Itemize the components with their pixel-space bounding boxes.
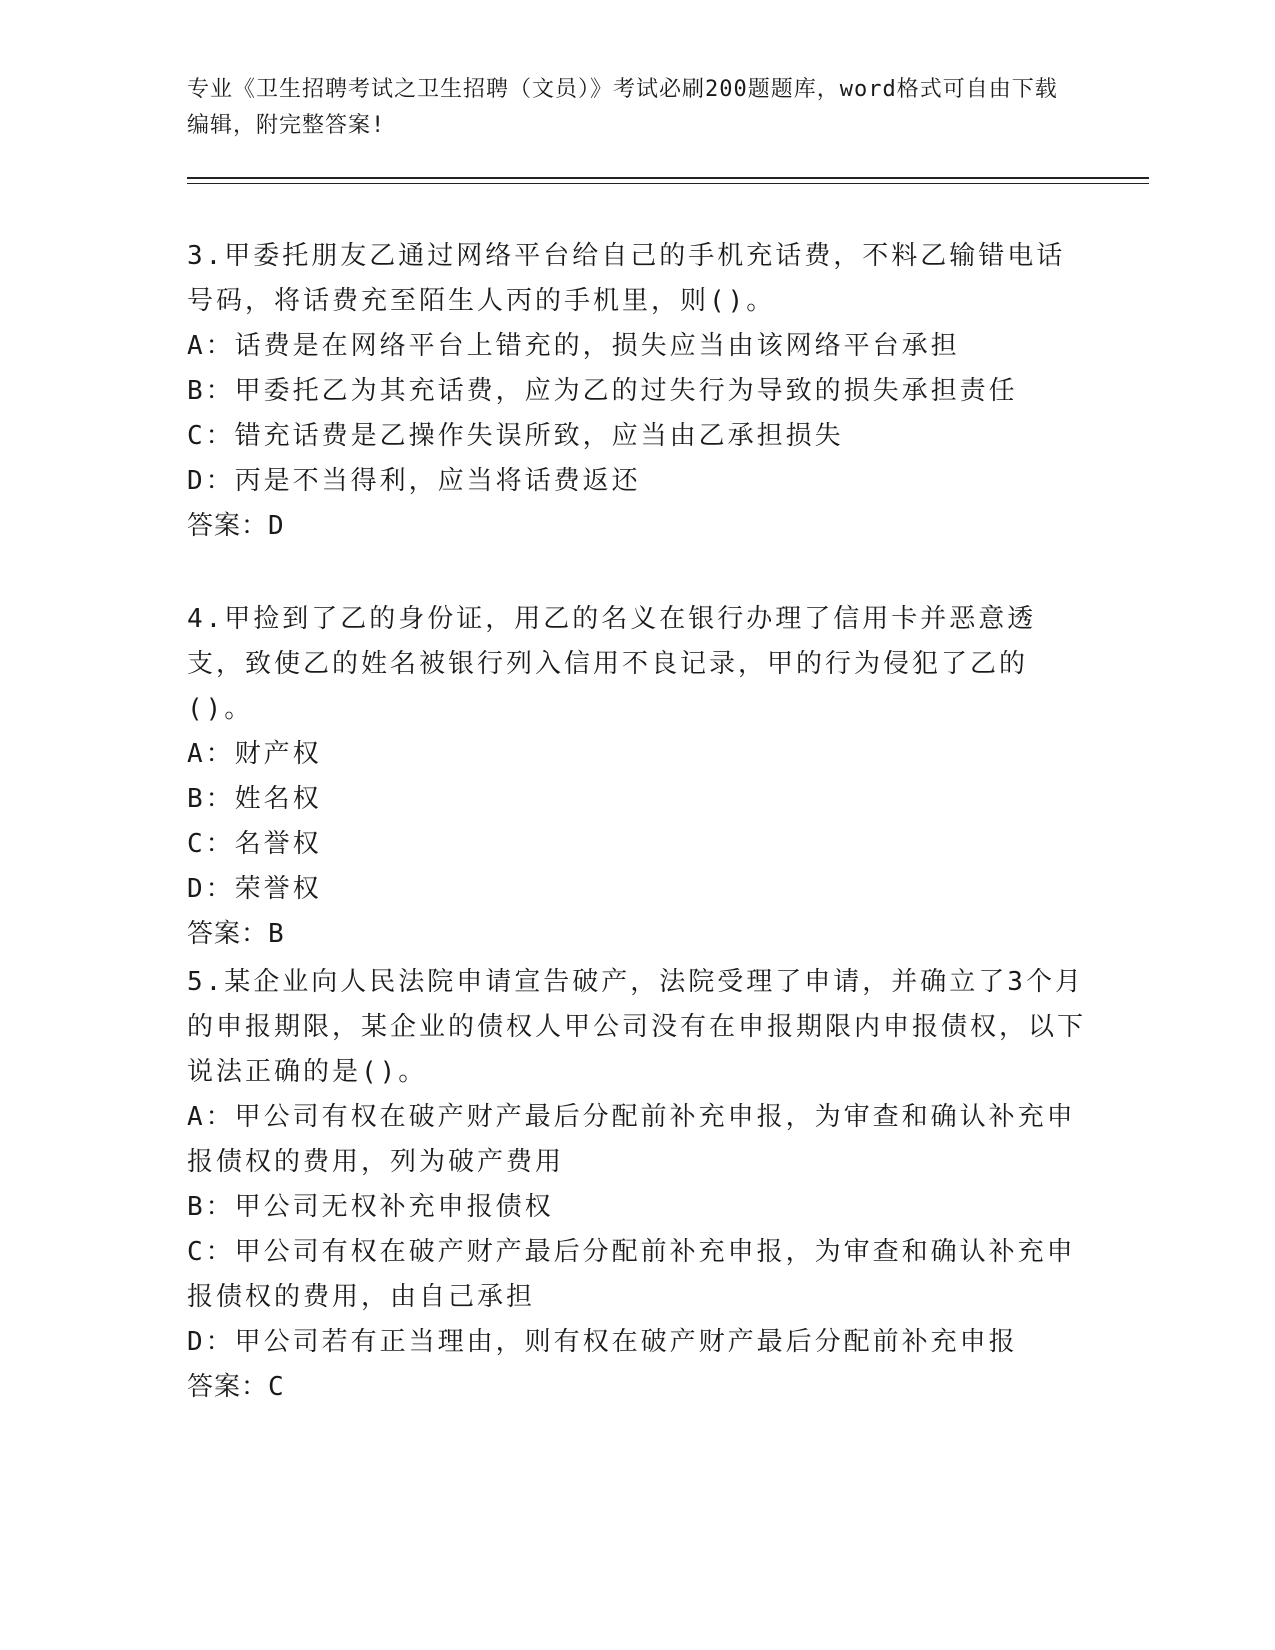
- option-b: B：甲委托乙为其充话费，应为乙的过失行为导致的损失承担责任: [187, 376, 1018, 406]
- option-a: A：财产权: [187, 739, 322, 769]
- option-c: C：名誉权: [187, 829, 322, 859]
- answer-label: 答案：: [187, 511, 269, 541]
- answer-label: 答案：: [187, 919, 269, 949]
- answer-line: [187, 504, 1087, 549]
- question-4: [187, 597, 1087, 957]
- answer-line: [187, 1365, 1087, 1410]
- option-d: D：甲公司若有正当理由，则有权在破产财产最后分配前补充申报: [187, 1327, 1018, 1357]
- question-stem: 4.甲捡到了乙的身份证，用乙的名义在银行办理了信用卡并恶意透支，致使乙的姓名被银行列入信用不良记录，甲的行为侵犯了乙的()。: [187, 604, 1037, 724]
- answer-label: 答案：: [187, 1372, 269, 1402]
- answer-value: C: [268, 1372, 285, 1402]
- option-b: B：甲公司无权补充申报债权: [187, 1192, 554, 1222]
- option-d: D：丙是不当得利，应当将话费返还: [187, 466, 641, 496]
- option-a: A：甲公司有权在破产财产最后分配前补充申报，为审查和确认补充申报债权的费用，列为破产费用: [187, 1102, 1076, 1177]
- header-divider-thin: [187, 183, 1149, 184]
- answer-value: B: [268, 919, 285, 949]
- answer-value: D: [268, 511, 285, 541]
- question-3: [187, 234, 1087, 549]
- question-stem: 5.某企业向人民法院申请宣告破产，法院受理了申请，并确立了3个月的申报期限，某企业的债权人甲公司没有在申报期限内申报债权，以下说法正确的是()。: [187, 967, 1087, 1087]
- question-5: [187, 960, 1087, 1410]
- option-c: C：错充话费是乙操作失误所致，应当由乙承担损失: [187, 421, 844, 451]
- option-c: C：甲公司有权在破产财产最后分配前补充申报，为审查和确认补充申报债权的费用，由自己承担: [187, 1237, 1076, 1312]
- option-b: B：姓名权: [187, 784, 322, 814]
- option-a: A：话费是在网络平台上错充的，损失应当由该网络平台承担: [187, 331, 960, 361]
- answer-line: [187, 912, 1087, 957]
- header-divider-thick: [187, 177, 1149, 179]
- question-stem: 3.甲委托朋友乙通过网络平台给自己的手机充话费，不料乙输错电话号码，将话费充至陌生人丙的手机里，则()。: [187, 241, 1066, 316]
- document-header: 专业《卫生招聘考试之卫生招聘（文员）》考试必刷200题题库，word格式可自由下载编辑，附完整答案!: [187, 77, 1058, 138]
- option-d: D：荣誉权: [187, 874, 322, 904]
